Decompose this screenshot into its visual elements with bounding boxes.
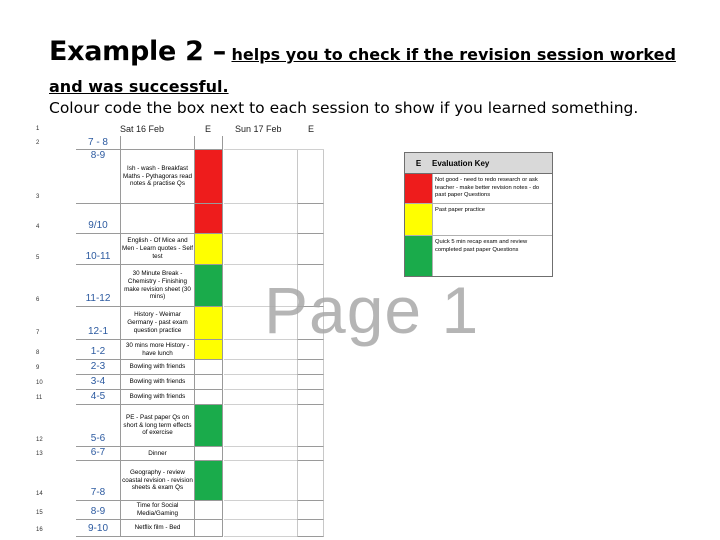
sunday-e-cell [297, 520, 324, 537]
row-number-8: 8 [36, 350, 40, 356]
sunday-e-cell [297, 405, 324, 447]
time-cell: 11-12 [76, 265, 120, 307]
key-row-red [405, 174, 552, 204]
sunday-e-cell [297, 390, 324, 405]
task-cell: Ish - wash - Breakfast Maths - Pythagoras read notes & practise Qs [120, 150, 194, 204]
row-number-5: 5 [36, 255, 40, 261]
task-cell: History - Weimar Germany - past exam question practice [120, 307, 194, 340]
sunday-e-cell [297, 204, 324, 234]
task-cell: Time for Social Media/Gaming [120, 501, 194, 520]
task-cell: Geography - review coastal revision - revision sheets & exam Qs [120, 461, 194, 501]
row-number-1: 1 [36, 126, 40, 132]
key-text-yellow: Past paper practice [435, 207, 485, 213]
row-number-15: 15 [36, 510, 43, 516]
row-number-10: 10 [36, 380, 43, 386]
sunday-e-cell [297, 375, 324, 390]
row-number-14: 14 [36, 491, 43, 497]
color-cell-none [194, 520, 223, 537]
task-cell [120, 204, 194, 234]
time-cell: 9/10 [76, 204, 120, 234]
time-cell: 6-7 [76, 447, 120, 461]
time-cell-7-8: 7 - 8 [76, 136, 120, 150]
key-row-yellow [405, 204, 552, 236]
spreadsheet-image [36, 122, 678, 534]
color-cell-none [194, 447, 223, 461]
key-title: Evaluation Key [432, 158, 490, 168]
color-cell-yellow [194, 307, 223, 340]
title-line-two: and was successful. [49, 77, 229, 96]
title-main: Example 2 – [49, 36, 226, 67]
row-number-11: 11 [36, 395, 43, 401]
sunday-cell [224, 136, 324, 150]
row-number-3: 3 [36, 194, 40, 200]
page-watermark: Page 1 [264, 273, 480, 347]
color-cell-red [194, 150, 223, 204]
time-cell: 8-9 [76, 150, 120, 204]
row-number-16: 16 [36, 527, 43, 533]
color-cell-none [194, 375, 223, 390]
key-swatch-yellow [405, 204, 433, 235]
row-number-9: 9 [36, 365, 40, 371]
header-sat: Sat 16 Feb [120, 124, 165, 134]
color-cell-none [194, 360, 223, 375]
key-text-red: Not good - need to redo research or ask teacher - make better revision notes - do past paper Questions [435, 177, 540, 199]
row-number-13: 13 [36, 451, 43, 457]
time-cell: 8-9 [76, 501, 120, 520]
header-sun-e: E [308, 124, 315, 134]
task-cell-empty [120, 136, 194, 150]
row-number-12: 12 [36, 437, 43, 443]
key-row-green [405, 236, 552, 276]
header-sun: Sun 17 Feb [235, 124, 282, 134]
sunday-e-cell [297, 501, 324, 520]
sunday-e-cell [297, 461, 324, 501]
time-cell: 3-4 [76, 375, 120, 390]
key-e-label: E [415, 158, 422, 168]
color-cell-red [194, 204, 223, 234]
color-cell-green [194, 265, 223, 307]
sunday-e-cell [297, 360, 324, 375]
task-cell: 30 mins more History - have lunch [120, 340, 194, 360]
task-cell: English - Of Mice and Men - Learn quotes - Self test [120, 234, 194, 265]
key-text-green: Quick 5 min recap exam and review completed past paper Questions [435, 239, 528, 253]
task-cell: Dinner [120, 447, 194, 461]
task-cell: Bowling with friends [120, 360, 194, 375]
time-cell: 12-1 [76, 307, 120, 340]
header-sat-e: E [205, 124, 212, 134]
evaluation-key-header [405, 153, 552, 174]
task-cell: Bowling with friends [120, 375, 194, 390]
instruction-text: Colour code the box next to each session to show if you learned something. [49, 99, 639, 117]
time-cell: 10-11 [76, 234, 120, 265]
evaluation-key [404, 152, 553, 277]
color-cell-green [194, 461, 223, 501]
color-cell-empty [194, 136, 223, 150]
color-cell-yellow [194, 340, 223, 360]
time-cell: 1-2 [76, 340, 120, 360]
time-cell: 5-6 [76, 405, 120, 447]
row-number-7: 7 [36, 330, 40, 336]
row-number-4: 4 [36, 224, 40, 230]
task-cell: 30 Minute Break - Chemistry - Finishing make revision sheet (30 mins) [120, 265, 194, 307]
key-swatch-green [405, 236, 433, 276]
time-cell: 7-8 [76, 461, 120, 501]
color-cell-none [194, 390, 223, 405]
time-cell: 2-3 [76, 360, 120, 375]
key-swatch-red [405, 174, 433, 203]
color-cell-yellow [194, 234, 223, 265]
task-cell: Bowling with friends [120, 390, 194, 405]
sunday-e-cell [297, 234, 324, 265]
color-cell-none [194, 501, 223, 520]
slide-title [49, 36, 709, 67]
color-cell-green [194, 405, 223, 447]
task-cell: Netflix film - Bed [120, 520, 194, 537]
time-cell: 9-10 [76, 520, 120, 537]
task-cell: PE - Past paper Qs on short & long term effects of exercise [120, 405, 194, 447]
sunday-e-cell [297, 150, 324, 204]
row-number-6: 6 [36, 297, 40, 303]
row-number-2: 2 [36, 140, 40, 146]
sunday-e-cell [297, 447, 324, 461]
title-subtitle: helps you to check if the revision session worked [231, 45, 676, 64]
time-cell: 4-5 [76, 390, 120, 405]
